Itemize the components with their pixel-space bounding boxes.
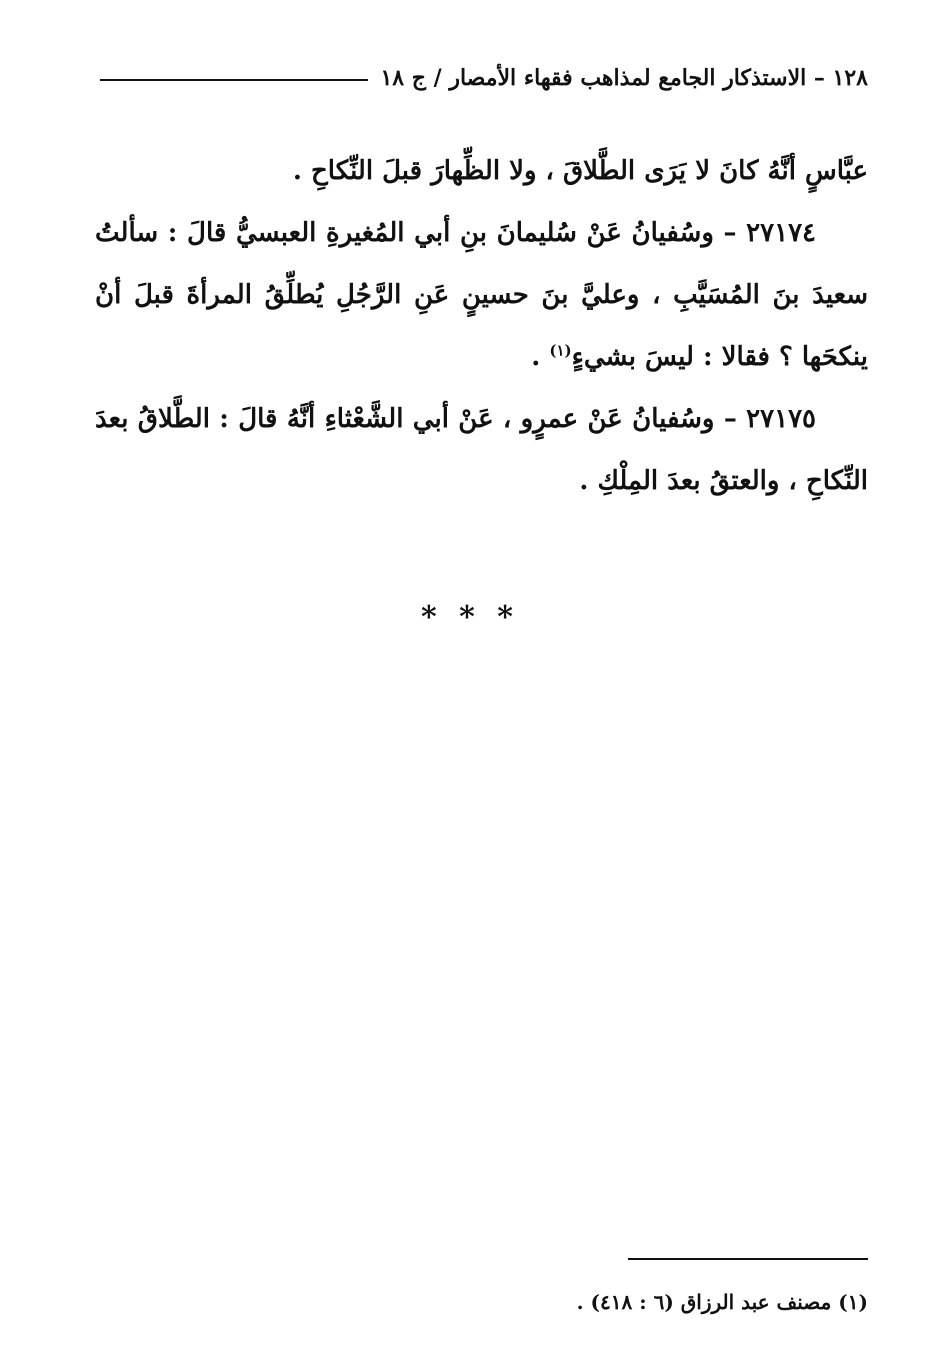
footnote-text: (١) مصنف عبد الرزاق (٦ : ٤١٨) . [576,1290,868,1314]
footnote [168,1290,868,1314]
paragraph-27175 [95,388,868,512]
main-text [95,140,868,512]
footnote-reference[interactable]: (١) [549,341,572,360]
paragraph-tail: . [531,342,550,372]
paragraph-text: عبَّاسٍ أنَّهُ كانَ لا يَرَى الطَّلاقَ ، ولا الظِّهارَ قبلَ النِّكاحِ . [292,156,868,186]
running-header [100,58,868,98]
paragraph-continuation [95,140,868,202]
paragraph-27174 [95,202,868,388]
header-rule [100,79,368,81]
paragraph-text: ٢٧١٧٥ – وسُفيانُ عَنْ عمرٍو ، عَنْ أبي الشَّعْثاءِ أنَّهُ قالَ : الطَّلاقُ بعدَ النِّكاحِ ، والعتقُ بعدَ المِلْكِ . [95,404,868,496]
running-head-text: ١٢٨ – الاستذكار الجامع لمذاهب فقهاء الأمصار / ج ١٨ [380,65,868,91]
footnote-rule [628,1258,868,1260]
paragraph-text: ٢٧١٧٤ – وسُفيانُ عَنْ سُليمانَ بنِ أبي المُغيرةِ العبسيُّ قالَ : سألتُ سعيدَ بنَ المُسَيَّبِ ، وعليَّ بنَ حسينٍ عَنِ الرَّجُلِ يُطلِّقُ المرأةَ قبلَ أنْ ينكحَها ؟ فقالا : ليسَ بشيءٍ [95,218,868,372]
section-separator: * * * [421,600,519,635]
